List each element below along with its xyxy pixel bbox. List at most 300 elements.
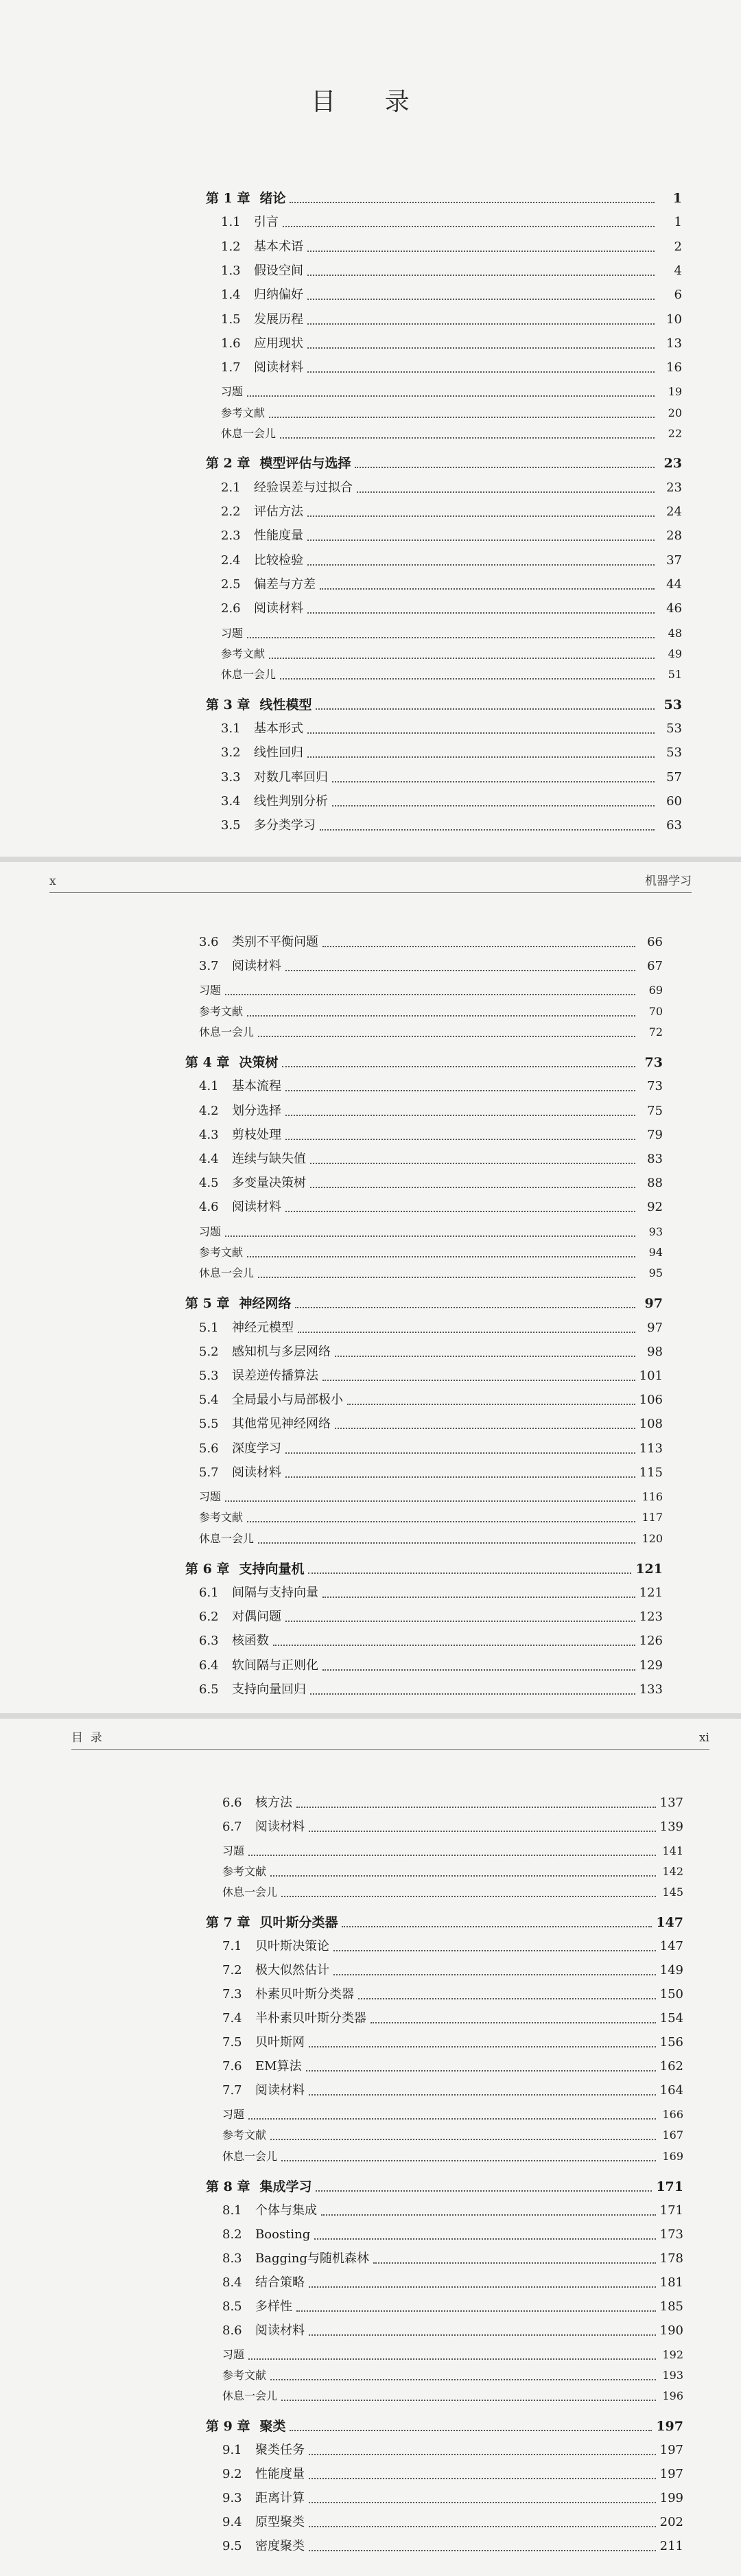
toc-section-entry[interactable]	[222, 1986, 683, 2004]
entry-page-number: 117	[642, 1511, 663, 1524]
toc-section-entry[interactable]	[199, 1174, 663, 1192]
toc-sub-entry[interactable]	[222, 1883, 683, 1901]
dot-leader	[225, 1225, 635, 1237]
entry-label: 距离计算	[255, 2491, 305, 2505]
page-number: x	[49, 874, 56, 888]
dot-leader	[225, 983, 635, 995]
entry-page-number: 83	[647, 1152, 663, 1166]
entry-page-number: 98	[647, 1345, 663, 1359]
toc-section-entry[interactable]	[222, 2034, 683, 2052]
entry-number: 2.1	[221, 480, 241, 495]
toc-section-entry[interactable]	[222, 2298, 683, 2316]
dot-leader	[285, 1441, 635, 1454]
dot-leader	[295, 1296, 635, 1308]
toc-sub-entry[interactable]	[199, 1488, 663, 1506]
dot-leader	[281, 1885, 656, 1897]
dot-leader	[298, 1321, 635, 1333]
entry-number: 3.1	[221, 721, 241, 736]
dot-leader	[308, 1562, 631, 1574]
entry-number: 9.4	[222, 2515, 242, 2529]
toc-section-entry[interactable]	[221, 552, 682, 570]
dot-leader	[285, 959, 635, 971]
entry-page-number: 63	[666, 818, 682, 833]
toc-section-entry[interactable]	[221, 769, 682, 787]
entry-label: 多分类学习	[254, 818, 316, 833]
entry-page-number: 185	[659, 2299, 683, 2314]
entry-label: 模型评估与选择	[259, 456, 351, 471]
toc-sub-entry[interactable]	[222, 2387, 683, 2405]
entry-label: 个体与集成	[255, 2203, 317, 2218]
toc-chapter-entry[interactable]	[185, 1295, 663, 1312]
toc-section-entry[interactable]	[199, 1584, 663, 1602]
entry-page-number: 28	[666, 529, 682, 543]
entry-page-number: 73	[647, 1079, 663, 1093]
entry-page-number: 1	[674, 215, 682, 229]
entry-page-number: 48	[668, 627, 682, 640]
running-head	[71, 1724, 709, 1750]
dot-leader	[283, 215, 655, 227]
entry-number: 1.3	[221, 264, 241, 278]
entry-number: 第 6 章	[185, 1562, 230, 1577]
dot-leader	[282, 1055, 635, 1067]
entry-label: 休息一会儿	[222, 2389, 278, 2402]
entry-number: 6.1	[199, 1586, 219, 1600]
dot-leader	[310, 1152, 635, 1164]
toc-section-entry[interactable]	[222, 2514, 683, 2531]
toc-section-entry[interactable]	[221, 576, 682, 594]
entry-page-number: 129	[639, 1658, 663, 1673]
toc-section-entry[interactable]	[221, 213, 682, 231]
entry-page-number: 181	[659, 2275, 683, 2290]
dot-leader	[248, 2107, 656, 2120]
toc-sub-entry[interactable]	[199, 1003, 663, 1021]
entry-page-number: 113	[639, 1441, 663, 1456]
toc-section-entry[interactable]	[222, 1794, 683, 1812]
toc-sub-entry[interactable]	[221, 666, 682, 684]
toc-section-entry[interactable]	[199, 1102, 663, 1120]
dot-leader	[307, 504, 655, 517]
entry-label: 参考文献	[221, 647, 266, 660]
toc-sub-entry[interactable]	[222, 1863, 683, 1881]
toc-section-entry[interactable]	[222, 2058, 683, 2076]
entry-label: 其他常见神经网络	[232, 1417, 331, 1431]
dot-leader	[280, 667, 655, 680]
toc-section-entry[interactable]	[222, 2274, 683, 2292]
entry-page-number: 97	[644, 1296, 663, 1311]
dot-leader	[316, 2179, 652, 2192]
dot-leader	[309, 1820, 656, 1832]
entry-number: 1.1	[221, 215, 241, 229]
entry-label: 性能度量	[255, 2467, 305, 2481]
dot-leader	[270, 2368, 656, 2380]
entry-label: 基本术语	[254, 240, 303, 254]
dot-leader	[355, 456, 655, 468]
dot-leader	[306, 2059, 656, 2072]
toc-sub-entry[interactable]	[199, 1223, 663, 1241]
dot-leader	[322, 1658, 635, 1671]
entry-label: 习题	[222, 2108, 245, 2121]
entry-page-number: 72	[648, 1025, 663, 1038]
entry-page-number: 67	[647, 959, 663, 973]
entry-page-number: 178	[659, 2251, 683, 2266]
entry-page-number: 70	[648, 1005, 663, 1018]
entry-page-number: 149	[659, 1963, 683, 1977]
entry-label: 原型聚类	[255, 2515, 305, 2529]
toc-section-entry[interactable]	[199, 1657, 663, 1675]
entry-page-number: 6	[674, 288, 682, 302]
entry-label: 休息一会儿	[199, 1266, 255, 1279]
entry-page-number: 190	[659, 2323, 683, 2338]
entry-label: 应用现状	[254, 336, 303, 351]
toc-chapter-entry[interactable]	[206, 1914, 683, 1931]
entry-page-number: 171	[656, 2179, 683, 2194]
entry-number: 3.4	[221, 794, 241, 809]
dot-leader	[290, 191, 655, 203]
entry-label: 误差逆传播算法	[232, 1369, 318, 1383]
toc-page-1	[0, 0, 741, 857]
entry-label: 对偶问题	[232, 1610, 281, 1624]
dot-leader	[309, 2467, 656, 2479]
dot-leader	[309, 2323, 656, 2336]
toc-section-entry[interactable]	[199, 1343, 663, 1361]
toc-section-entry[interactable]	[199, 1440, 663, 1458]
dot-leader	[258, 1266, 635, 1278]
toc-section-entry[interactable]	[222, 2202, 683, 2220]
entry-number: 第 8 章	[206, 2179, 250, 2194]
entry-label: 发展历程	[254, 312, 303, 327]
entry-number: 6.6	[222, 1796, 242, 1810]
toc-section-entry[interactable]	[222, 1818, 683, 1836]
entry-number: 4.4	[199, 1152, 219, 1166]
entry-number: 6.3	[199, 1634, 219, 1648]
dot-leader	[322, 1369, 635, 1381]
entry-number: 5.4	[199, 1393, 219, 1407]
dot-leader	[347, 1393, 635, 1405]
entry-number: 第 7 章	[206, 1915, 250, 1930]
toc-section-entry[interactable]	[199, 1367, 663, 1385]
entry-page-number: 49	[668, 647, 682, 660]
dot-leader	[285, 1079, 635, 1091]
entry-label: 聚类	[259, 2419, 286, 2434]
entry-page-number: 167	[662, 2128, 683, 2142]
entry-page-number: 66	[647, 935, 663, 949]
dot-leader	[269, 647, 655, 659]
entry-number: 6.2	[199, 1610, 219, 1624]
entry-number: 3.6	[199, 935, 219, 949]
toc-section-entry[interactable]	[221, 817, 682, 835]
entry-page-number: 10	[666, 312, 682, 327]
entry-page-number: 46	[666, 601, 682, 616]
entry-page-number: 19	[668, 385, 682, 398]
dot-leader	[307, 264, 655, 276]
entry-page-number: 16	[666, 360, 682, 375]
toc-sub-entry[interactable]	[222, 2106, 683, 2124]
toc-sub-entry[interactable]	[221, 645, 682, 663]
toc-chapter-entry[interactable]	[206, 189, 682, 207]
toc-section-entry[interactable]	[221, 335, 682, 353]
entry-page-number: 154	[659, 2011, 683, 2026]
dot-leader	[332, 794, 655, 807]
entry-page-number: 169	[662, 2150, 683, 2163]
entry-number: 5.1	[199, 1321, 219, 1335]
toc-section-entry[interactable]	[221, 479, 682, 497]
toc-section-entry[interactable]	[222, 1938, 683, 1956]
toc-sub-entry[interactable]	[199, 1264, 663, 1282]
entry-label: 性能度量	[254, 529, 303, 543]
entry-page-number: 171	[659, 2203, 683, 2218]
toc-sub-entry[interactable]	[221, 625, 682, 642]
entry-label: 参考文献	[199, 1246, 244, 1259]
toc-section-entry[interactable]	[199, 1415, 663, 1433]
toc-sub-entry[interactable]	[199, 1023, 663, 1041]
toc-section-entry[interactable]	[222, 2465, 683, 2483]
toc-section-entry[interactable]	[221, 744, 682, 762]
entry-label: 剪枝处理	[232, 1128, 281, 1142]
entry-page-number: 51	[668, 668, 682, 681]
entry-page-number: 156	[659, 2035, 683, 2050]
toc-section-entry[interactable]	[222, 2441, 683, 2459]
entry-label: 参考文献	[222, 2128, 267, 2142]
entry-number: 2.4	[221, 553, 241, 568]
entry-label: 贝叶斯决策论	[255, 1939, 329, 1953]
toc-chapter-entry[interactable]	[185, 1054, 663, 1071]
dot-leader	[358, 1987, 656, 1999]
entry-number: 1.4	[221, 288, 241, 302]
entry-page-number: 73	[644, 1055, 663, 1070]
entry-label: 习题	[222, 1844, 245, 1857]
toc-section-entry[interactable]	[222, 1962, 683, 1980]
toc-section-entry[interactable]	[221, 600, 682, 618]
toc-section-entry[interactable]	[199, 1319, 663, 1337]
entry-label: 参考文献	[222, 2369, 267, 2382]
entry-page-number: 196	[662, 2389, 683, 2402]
entry-page-number: 106	[639, 1393, 663, 1407]
toc-chapter-entry[interactable]	[206, 2417, 683, 2435]
entry-label: 聚类任务	[255, 2443, 305, 2457]
entry-label: 核函数	[232, 1634, 269, 1648]
dot-leader	[307, 336, 655, 349]
toc-section-entry[interactable]	[221, 720, 682, 738]
toc-sub-entry[interactable]	[199, 1509, 663, 1527]
dot-leader	[281, 2149, 656, 2161]
entry-number: 2.2	[221, 504, 241, 519]
toc-section-entry[interactable]	[199, 1391, 663, 1409]
entry-page-number: 126	[639, 1634, 663, 1648]
toc-section-entry[interactable]	[221, 238, 682, 256]
dot-leader	[322, 935, 635, 947]
entry-label: 核方法	[255, 1796, 292, 1810]
entry-page-number: 94	[648, 1246, 663, 1259]
toc-sub-entry[interactable]	[222, 2367, 683, 2384]
entry-page-number: 115	[639, 1465, 663, 1480]
entry-label: EM算法	[255, 2059, 302, 2074]
entry-label: 连续与缺失值	[232, 1152, 306, 1166]
toc-section-entry[interactable]	[199, 933, 663, 951]
entry-page-number: 88	[647, 1176, 663, 1190]
dot-leader	[309, 2035, 656, 2047]
entry-number: 8.6	[222, 2323, 242, 2338]
dot-leader	[309, 2515, 656, 2527]
toc-sub-entry[interactable]	[199, 1244, 663, 1262]
entry-label: 密度聚类	[255, 2539, 305, 2553]
toc-section-entry[interactable]	[199, 1126, 663, 1144]
entry-label: 阅读材料	[255, 2323, 305, 2338]
entry-page-number: 192	[662, 2348, 683, 2361]
entry-number: 3.2	[221, 745, 241, 760]
entry-label: 神经网络	[239, 1296, 292, 1311]
entry-page-number: 53	[663, 697, 682, 712]
section-title: 目 录	[71, 1731, 102, 1745]
entry-number: 7.7	[222, 2083, 242, 2098]
dot-leader	[285, 1465, 635, 1478]
entry-label: 神经元模型	[232, 1321, 294, 1335]
entry-label: 阅读材料	[232, 1200, 281, 1214]
toc-sub-entry[interactable]	[221, 404, 682, 422]
toc-section-entry[interactable]	[199, 1198, 663, 1216]
entry-page-number: 108	[639, 1417, 663, 1431]
entry-page-number: 23	[663, 456, 682, 471]
toc-section-entry[interactable]	[222, 2322, 683, 2340]
entry-page-number: 92	[647, 1200, 663, 1214]
dot-leader	[316, 697, 655, 710]
entry-label: Boosting	[255, 2227, 311, 2242]
entry-label: 软间隔与正则化	[232, 1658, 318, 1673]
entry-label: 线性模型	[259, 697, 312, 712]
toc-section-entry[interactable]	[221, 359, 682, 377]
entry-number: 9.1	[222, 2443, 242, 2457]
toc-section-entry[interactable]	[221, 793, 682, 811]
entry-label: 偏差与方差	[254, 577, 316, 592]
dot-leader	[333, 1939, 656, 1951]
toc-chapter-entry[interactable]	[206, 454, 682, 472]
dot-leader	[335, 1345, 635, 1357]
entry-page-number: 133	[639, 1682, 663, 1697]
dot-leader	[307, 553, 655, 566]
entry-label: 归纳偏好	[254, 288, 303, 302]
entry-page-number: 147	[656, 1915, 683, 1930]
toc-section-entry[interactable]	[221, 527, 682, 545]
toc-section-entry[interactable]	[222, 2250, 683, 2268]
entry-label: 深度学习	[232, 1441, 281, 1456]
entry-label: 休息一会儿	[222, 2150, 278, 2163]
dot-leader	[307, 360, 655, 373]
entry-page-number: 75	[647, 1104, 663, 1118]
entry-number: 7.5	[222, 2035, 242, 2050]
toc-section-entry[interactable]	[199, 1464, 663, 1482]
toc-sub-entry[interactable]	[222, 2346, 683, 2364]
toc-sub-entry[interactable]	[199, 982, 663, 999]
entry-label: 基本流程	[232, 1079, 281, 1093]
entry-number: 8.1	[222, 2203, 242, 2218]
entry-number: 1.5	[221, 312, 241, 327]
entry-page-number: 20	[668, 406, 682, 419]
dot-leader	[357, 480, 655, 493]
dot-leader	[332, 770, 655, 782]
entry-label: 极大似然估计	[255, 1963, 329, 1977]
entry-page-number: 193	[662, 2369, 683, 2382]
dot-leader	[307, 288, 655, 300]
dot-leader	[307, 745, 655, 758]
entry-label: 休息一会儿	[199, 1025, 255, 1038]
dot-leader	[247, 1245, 635, 1257]
toc-sub-entry[interactable]	[199, 1530, 663, 1548]
entry-page-number: 173	[659, 2227, 683, 2242]
entry-number: 4.2	[199, 1104, 219, 1118]
entry-label: 类别不平衡问题	[232, 935, 318, 949]
toc-sub-entry[interactable]	[222, 1842, 683, 1860]
dot-leader	[307, 240, 655, 252]
entry-page-number: 69	[648, 984, 663, 997]
toc-chapter-entry[interactable]	[185, 1560, 663, 1578]
toc-chapter-entry[interactable]	[206, 696, 682, 714]
toc-section-entry[interactable]	[199, 1078, 663, 1095]
toc-section-entry[interactable]	[222, 2010, 683, 2028]
dot-leader	[270, 1864, 656, 1877]
entry-page-number: 150	[659, 1987, 683, 2001]
dot-leader	[310, 1176, 635, 1188]
entry-number: 8.3	[222, 2251, 242, 2266]
toc-section-entry[interactable]	[221, 311, 682, 329]
toc-sub-entry[interactable]	[222, 2148, 683, 2166]
entry-label: 习题	[199, 1225, 222, 1238]
entry-label: 参考文献	[199, 1511, 244, 1524]
toc-section-entry[interactable]	[199, 1608, 663, 1626]
entry-label: 朴素贝叶斯分类器	[255, 1987, 354, 2001]
toc-sub-entry[interactable]	[221, 425, 682, 443]
dot-leader	[307, 529, 655, 541]
entry-page-number: 22	[668, 427, 682, 440]
dot-leader	[309, 2443, 656, 2455]
toc-section-entry[interactable]	[221, 262, 682, 280]
toc-section-entry[interactable]	[222, 2538, 683, 2555]
entry-number: 3.7	[199, 959, 219, 973]
toc-section-entry[interactable]	[222, 2082, 683, 2100]
entry-number: 第 9 章	[206, 2419, 250, 2434]
dot-leader	[290, 2419, 652, 2431]
entry-number: 2.5	[221, 577, 241, 592]
toc-section-entry[interactable]	[222, 2490, 683, 2507]
dot-leader	[247, 1004, 635, 1017]
toc-section-entry[interactable]	[199, 1632, 663, 1650]
entry-number: 6.7	[222, 1820, 242, 1834]
toc-section-entry[interactable]	[199, 1681, 663, 1699]
dot-leader	[247, 384, 655, 397]
entry-label: 线性判别分析	[254, 794, 328, 809]
entry-page-number: 24	[666, 504, 682, 519]
entry-label: 全局最小与局部极小	[232, 1393, 343, 1407]
entry-number: 第 3 章	[206, 697, 250, 712]
toc-section-entry[interactable]	[221, 286, 682, 304]
toc-section-entry[interactable]	[221, 503, 682, 521]
entry-page-number: 211	[659, 2539, 683, 2553]
toc-chapter-entry[interactable]	[206, 2178, 683, 2196]
toc-sub-entry[interactable]	[221, 383, 682, 401]
entry-page-number: 13	[666, 336, 682, 351]
entry-label: 休息一会儿	[221, 427, 277, 440]
dot-leader	[258, 1531, 635, 1544]
toc-sub-entry[interactable]	[222, 2126, 683, 2144]
entry-page-number: 197	[659, 2443, 683, 2457]
dot-leader	[296, 2299, 656, 2312]
toc-section-entry[interactable]	[222, 2226, 683, 2244]
entry-label: 习题	[199, 1490, 222, 1503]
entry-number: 7.4	[222, 2011, 242, 2026]
toc-section-entry[interactable]	[199, 958, 663, 975]
entry-number: 7.6	[222, 2059, 242, 2074]
toc-section-entry[interactable]	[199, 1150, 663, 1168]
entry-label: 阅读材料	[254, 601, 303, 616]
entry-page-number: 197	[659, 2467, 683, 2481]
